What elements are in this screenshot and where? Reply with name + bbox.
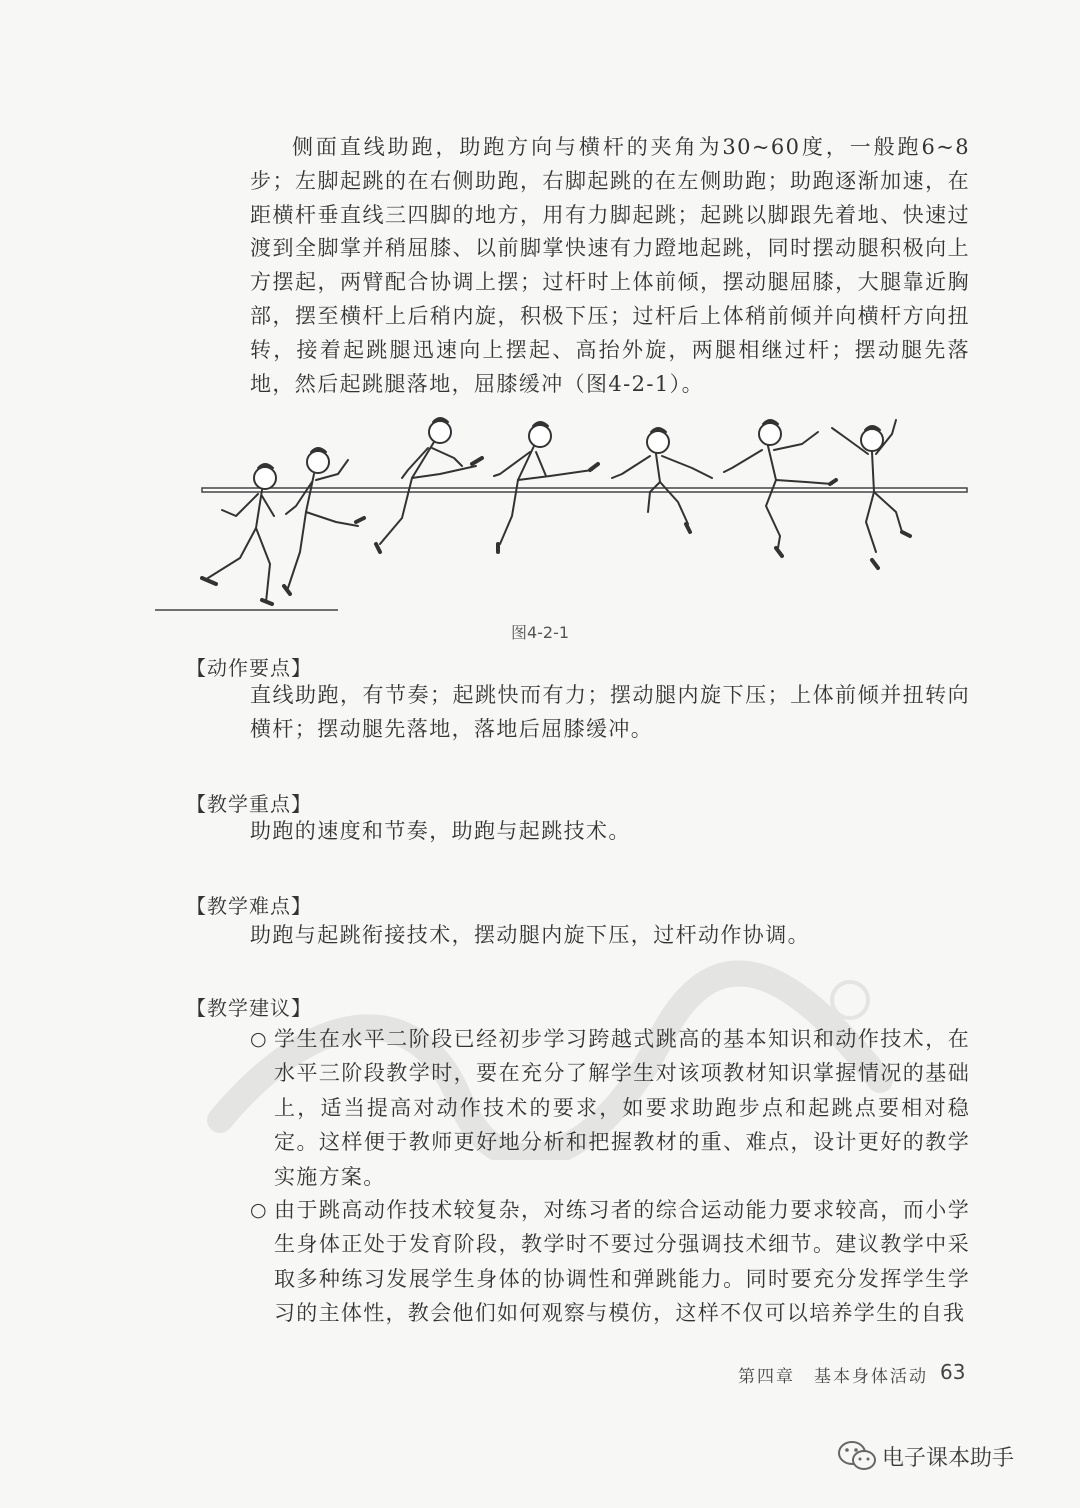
jumper-pose-5	[612, 428, 712, 532]
teaching-difficulty-body: 助跑与起跳衔接技术，摆动腿内旋下压，过杆动作协调。	[250, 923, 810, 947]
intro-paragraph: 侧面直线助跑，助跑方向与横杆的夹角为30~60度，一般跑6~8步；左脚起跳的在右侧助跑，右脚起跳的在左侧助跑；助跑逐渐加速，在距横杆垂直线三四脚的地方，用有力脚起跳；起跳以脚跟先着地、快速过渡到全脚掌并稍屈膝、以前脚掌快速有力蹬地起跳，同时摆动腿积极向上方摆起，两臂配合协调上摆；过杆时上体前倾，摆动腿屈膝，大腿靠近胸部，摆至横杆上后稍内旋，积极下压；过杆后上体稍前倾并向横杆方向扭转，接着起跳腿迅速向上摆起、高抬外旋，两腿相继过杆；摆动腿先落地，然后起跳腿落地，屈膝缓冲（图4-2-1）。	[250, 135, 970, 396]
chapter-title: 第四章 基本身体活动	[738, 1367, 928, 1387]
high-jump-figure	[150, 410, 980, 620]
teaching-difficulty-heading: 【教学难点】	[186, 894, 312, 918]
jumper-pose-2	[284, 448, 364, 594]
teaching-focus-heading: 【教学重点】	[186, 792, 312, 816]
suggestion-text: 由于跳高动作技术较复杂，对练习者的综合运动能力要求较高，而小学生身体正处于发育阶段，教学时不要过分强调技术细节。建议教学中采取多种练习发展学生身体的协调性和弹跳能力。同时要充分发挥学生学习的主体性，教会他们如何观察与模仿，这样不仅可以培养学生的自我	[274, 1198, 970, 1326]
page-number: 63	[940, 1360, 966, 1384]
suggestion-text: 学生在水平二阶段已经初步学习跨越式跳高的基本知识和动作技术，在水平三阶段教学时，要在充分了解学生对该项教材知识掌握情况的基础上，适当提高对动作技术的要求，如要求助跑步点和起跳点要相对稳定。这样便于教师更好地分析和把握教材的重、难点，设计更好的教学实施方案。	[274, 1027, 970, 1189]
teaching-suggestions-heading: 【教学建议】	[186, 996, 312, 1020]
crossbar	[202, 488, 967, 492]
wechat-icon	[836, 1438, 878, 1474]
source-name: 电子课本助手	[882, 1445, 1015, 1471]
suggestion-item-1	[250, 1022, 970, 1194]
suggestion-item-2	[250, 1193, 970, 1331]
jumper-pose-1	[202, 464, 276, 604]
high-jump-illustration	[150, 410, 980, 620]
teaching-focus-body: 助跑的速度和节奏，助跑与起跳技术。	[250, 819, 631, 843]
key-points-heading: 【动作要点】	[186, 656, 312, 680]
jumper-pose-3	[376, 418, 482, 552]
bullet-circle-icon: ○	[250, 1199, 268, 1221]
source-badge	[836, 1438, 1014, 1474]
key-points-body: 直线助跑，有节奏；起跳快而有力；摆动腿内旋下压；上体前倾并扭转向横杆；摆动腿先落地，落地后屈膝缓冲。	[250, 683, 970, 741]
jumper-pose-4	[494, 422, 598, 552]
bullet-circle-icon: ○	[250, 1028, 268, 1050]
figure-caption: 图4-2-1	[510, 623, 570, 642]
jumper-pose-7	[832, 420, 910, 568]
